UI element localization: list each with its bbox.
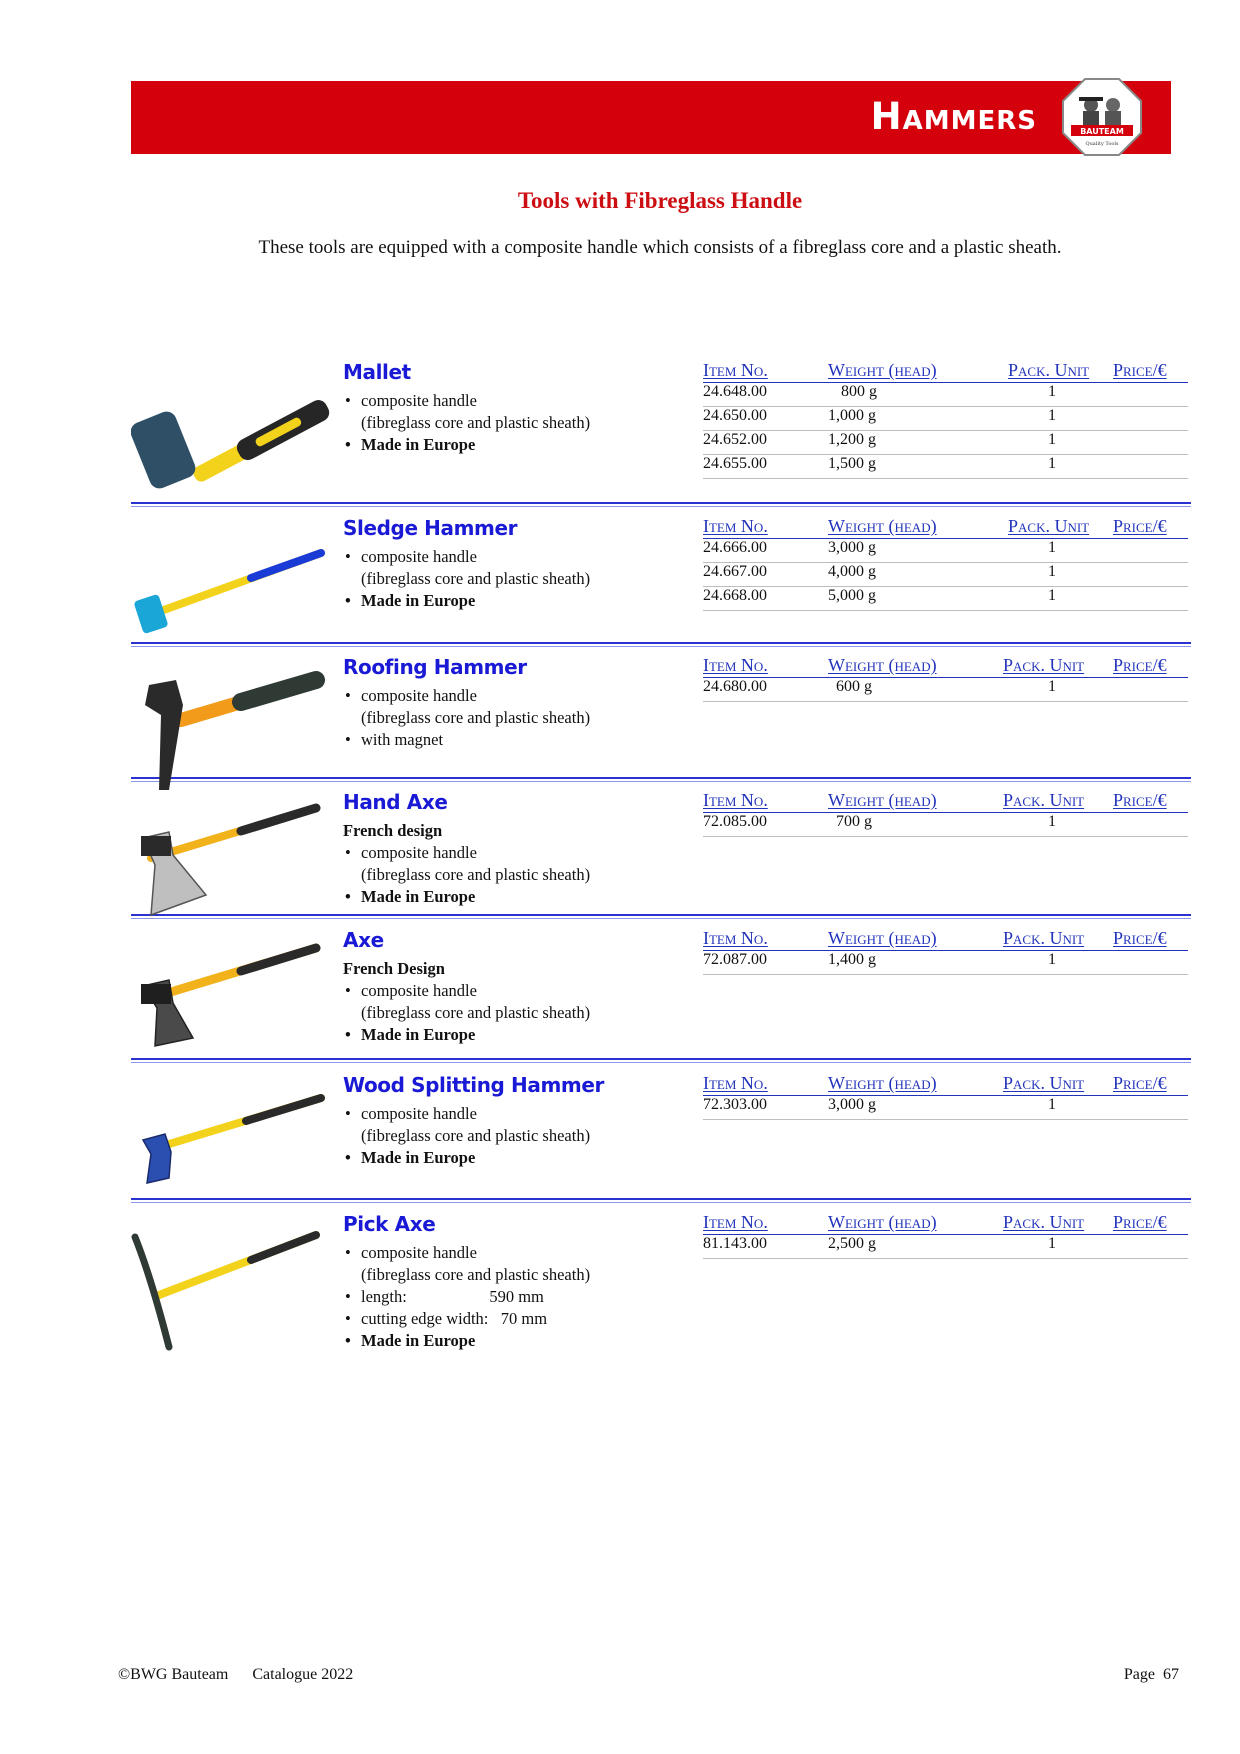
- table-row: [703, 587, 1188, 611]
- wood-splitting-hammer-icon: [131, 1073, 331, 1223]
- header-weight: Weight (head): [828, 928, 937, 948]
- table-row: [703, 539, 1188, 563]
- header-weight: Weight (head): [828, 360, 937, 380]
- header-price: Price/€: [1113, 790, 1167, 810]
- feature-item: • composite handle: [343, 390, 590, 412]
- header-item: Item No.: [703, 516, 768, 536]
- svg-text:Quality Tools: Quality Tools: [1085, 141, 1119, 147]
- cell-weight: 1,200 g: [828, 431, 876, 448]
- spec-table: [703, 790, 1188, 837]
- table-header: [703, 360, 1188, 383]
- cell-item: 24.655.00: [703, 455, 767, 472]
- spec-table: [703, 1212, 1188, 1259]
- header-pack: Pack. Unit: [1003, 1073, 1085, 1093]
- footer-page-number: Page 67: [1123, 1666, 1179, 1683]
- feature-item: • Made in Europe: [343, 886, 590, 908]
- table-header: [703, 655, 1188, 678]
- bauteam-logo-icon: [1061, 77, 1143, 157]
- banner-title: Hammers: [870, 95, 1037, 138]
- table-row: [703, 1235, 1188, 1259]
- feature-item: • composite handle: [343, 546, 590, 568]
- cell-item: 72.303.00: [703, 1096, 767, 1113]
- feature-list: [343, 820, 590, 908]
- table-header: [703, 516, 1188, 539]
- feature-item: • composite handle: [343, 980, 590, 1002]
- cell-item: 72.085.00: [703, 813, 767, 830]
- feature-item: • cutting edge width: 70 mm: [343, 1308, 590, 1330]
- feature-item: • composite handle: [343, 1103, 590, 1125]
- product-subtitle: French Design: [343, 959, 445, 978]
- pick-axe-icon: [131, 1212, 331, 1362]
- header-weight: Weight (head): [828, 1212, 937, 1232]
- table-row: [703, 431, 1188, 455]
- cell-weight: 4,000 g: [828, 563, 876, 580]
- cell-pack: 1: [1048, 1096, 1056, 1113]
- cell-weight: 5,000 g: [828, 587, 876, 604]
- feature-item: (fibreglass core and plastic sheath): [361, 865, 591, 884]
- feature-item: • length: 590 mm: [343, 1286, 590, 1308]
- feature-item: • Made in Europe: [343, 590, 590, 612]
- footer-copyright: ©BWG Bauteam Catalogue 2022: [118, 1666, 354, 1683]
- header-price: Price/€: [1113, 1073, 1167, 1093]
- product-name: Mallet: [343, 360, 411, 384]
- header-item: Item No.: [703, 790, 768, 810]
- mallet-icon: [131, 360, 331, 510]
- table-row: [703, 1096, 1188, 1120]
- cell-item: 24.668.00: [703, 587, 767, 604]
- product-name: Hand Axe: [343, 790, 448, 814]
- cell-pack: 1: [1048, 813, 1056, 830]
- cell-item: 72.087.00: [703, 951, 767, 968]
- header-price: Price/€: [1113, 655, 1167, 675]
- cell-item: 24.652.00: [703, 431, 767, 448]
- feature-item: (fibreglass core and plastic sheath): [361, 1265, 591, 1284]
- cell-item: 24.680.00: [703, 678, 767, 695]
- sledge-hammer-icon: [131, 516, 331, 666]
- cell-item: 24.666.00: [703, 539, 767, 556]
- table-row: [703, 407, 1188, 431]
- header-item: Item No.: [703, 655, 768, 675]
- feature-item: (fibreglass core and plastic sheath): [361, 1126, 591, 1145]
- cell-item: 81.143.00: [703, 1235, 767, 1252]
- feature-item: • composite handle: [343, 685, 590, 707]
- product-name: Sledge Hammer: [343, 516, 518, 540]
- header-weight: Weight (head): [828, 790, 937, 810]
- product-name: Roofing Hammer: [343, 655, 527, 679]
- feature-item: • with magnet: [343, 729, 590, 751]
- header-item: Item No.: [703, 928, 768, 948]
- cell-weight: 2,500 g: [828, 1235, 876, 1252]
- axe-icon: [131, 928, 331, 1078]
- spec-table: [703, 928, 1188, 975]
- cell-pack: 1: [1048, 539, 1056, 556]
- cell-weight: 3,000 g: [828, 1096, 876, 1113]
- cell-item: 24.650.00: [703, 407, 767, 424]
- feature-item: (fibreglass core and plastic sheath): [361, 413, 591, 432]
- feature-item: • Made in Europe: [343, 1024, 590, 1046]
- feature-item: • Made in Europe: [343, 1330, 590, 1352]
- header-item: Item No.: [703, 360, 768, 380]
- header-weight: Weight (head): [828, 1073, 937, 1093]
- header-weight: Weight (head): [828, 516, 937, 536]
- header-price: Price/€: [1113, 928, 1167, 948]
- feature-list: [343, 958, 590, 1046]
- product-name: Wood Splitting Hammer: [343, 1073, 604, 1097]
- feature-item: (fibreglass core and plastic sheath): [361, 1003, 591, 1022]
- cell-weight: 1,400 g: [828, 951, 876, 968]
- section-title: Tools with Fibreglass Handle: [517, 188, 803, 213]
- feature-list: [343, 546, 590, 612]
- feature-item: • Made in Europe: [343, 1147, 590, 1169]
- feature-list: [343, 1103, 590, 1169]
- table-header: [703, 928, 1188, 951]
- cell-weight: 1,000 g: [828, 407, 876, 424]
- header-pack: Pack. Unit: [1008, 360, 1090, 380]
- table-row: [703, 455, 1188, 479]
- cell-weight: 1,500 g: [828, 455, 876, 472]
- spec-table: [703, 360, 1188, 479]
- hand-axe-icon: [131, 790, 331, 940]
- header-price: Price/€: [1113, 360, 1167, 380]
- header-item: Item No.: [703, 1073, 768, 1093]
- cell-pack: 1: [1048, 951, 1056, 968]
- cell-pack: 1: [1048, 455, 1056, 472]
- header-pack: Pack. Unit: [1008, 516, 1090, 536]
- cell-pack: 1: [1048, 383, 1056, 400]
- feature-list: [343, 390, 590, 456]
- header-weight: Weight (head): [828, 655, 937, 675]
- cell-pack: 1: [1048, 587, 1056, 604]
- header-pack: Pack. Unit: [1003, 928, 1085, 948]
- feature-list: [343, 685, 590, 751]
- cell-weight: 3,000 g: [828, 539, 876, 556]
- cell-item: 24.648.00: [703, 383, 767, 400]
- table-row: [703, 678, 1188, 702]
- table-header: [703, 1073, 1188, 1096]
- cell-weight: 800 g: [841, 383, 877, 400]
- svg-text:BAUTEAM: BAUTEAM: [1080, 127, 1124, 136]
- table-header: [703, 1212, 1188, 1235]
- table-row: [703, 383, 1188, 407]
- cell-pack: 1: [1048, 678, 1056, 695]
- cell-pack: 1: [1048, 431, 1056, 448]
- table-row: [703, 563, 1188, 587]
- table-row: [703, 813, 1188, 837]
- cell-pack: 1: [1048, 1235, 1056, 1252]
- header-pack: Pack. Unit: [1003, 655, 1085, 675]
- section-intro: These tools are equipped with a composite handle which consists of a fibreglass core and a plastic sheath.: [258, 237, 1062, 258]
- cell-weight: 700 g: [836, 813, 872, 830]
- cell-item: 24.667.00: [703, 563, 767, 580]
- cell-weight: 600 g: [836, 678, 872, 695]
- product-name: Pick Axe: [343, 1212, 436, 1236]
- spec-table: [703, 655, 1188, 702]
- feature-item: (fibreglass core and plastic sheath): [361, 708, 591, 727]
- feature-item: • composite handle: [343, 842, 590, 864]
- table-header: [703, 790, 1188, 813]
- feature-item: • Made in Europe: [343, 434, 590, 456]
- roofing-hammer-icon: [131, 655, 331, 805]
- table-row: [703, 951, 1188, 975]
- header-price: Price/€: [1113, 1212, 1167, 1232]
- header-pack: Pack. Unit: [1003, 790, 1085, 810]
- feature-list: [343, 1242, 590, 1352]
- header-price: Price/€: [1113, 516, 1167, 536]
- spec-table: [703, 516, 1188, 611]
- header-pack: Pack. Unit: [1003, 1212, 1085, 1232]
- product-subtitle: French design: [343, 821, 443, 840]
- feature-item: (fibreglass core and plastic sheath): [361, 569, 591, 588]
- header-item: Item No.: [703, 1212, 768, 1232]
- cell-pack: 1: [1048, 563, 1056, 580]
- page-banner: [131, 81, 1171, 154]
- product-name: Axe: [343, 928, 384, 952]
- spec-table: [703, 1073, 1188, 1120]
- feature-item: • composite handle: [343, 1242, 590, 1264]
- cell-pack: 1: [1048, 407, 1056, 424]
